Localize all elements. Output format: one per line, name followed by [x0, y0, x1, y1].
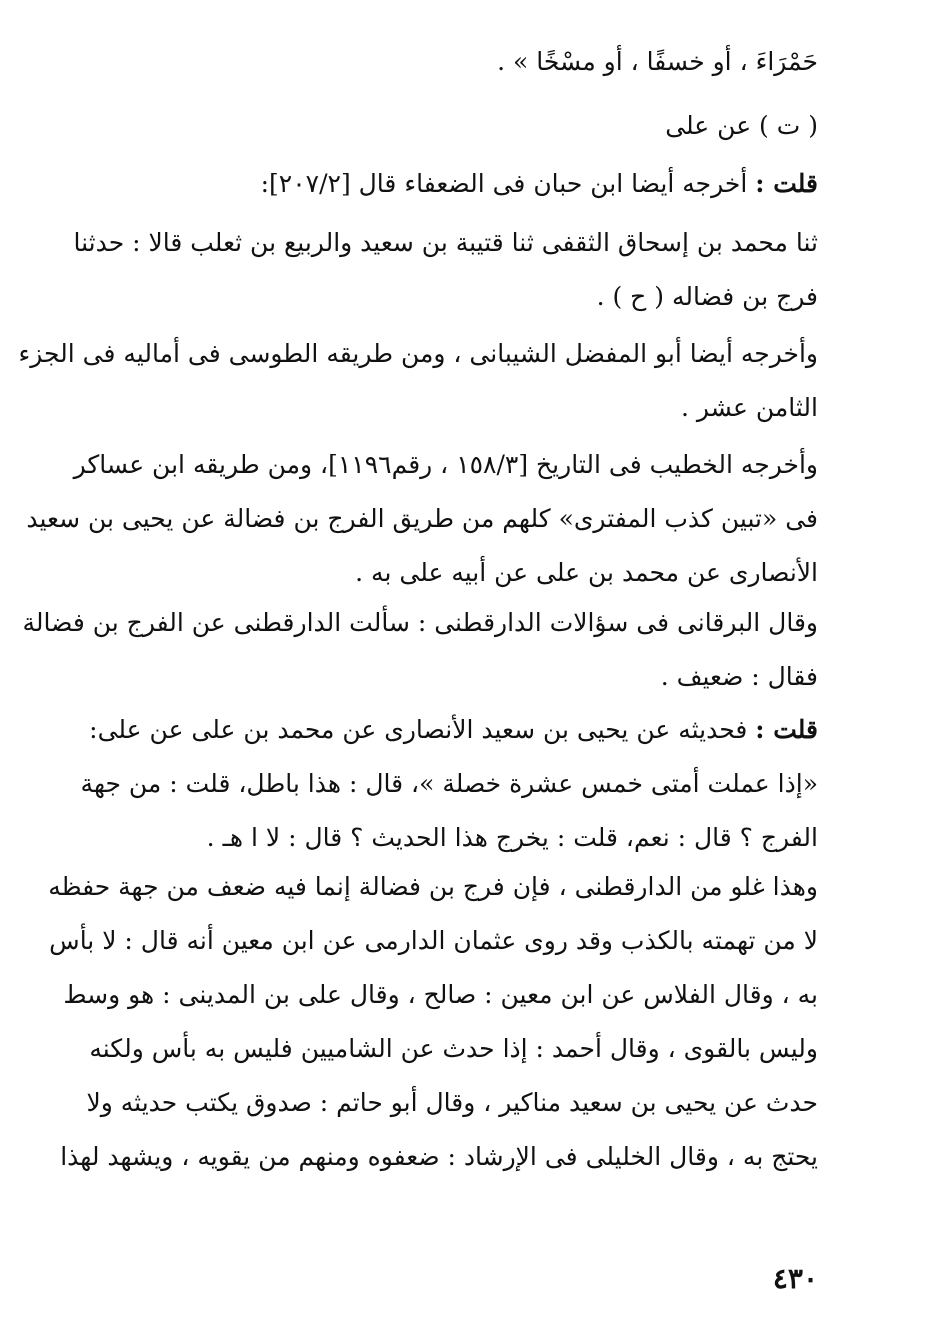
paragraph-narrator-assessment: [48, 860, 818, 1184]
text-line: [112, 157, 818, 211]
page-number: ٤٣٠: [772, 1262, 818, 1295]
text-line-rest: أخرجه أيضا ابن حبان فى الضعفاء قال [٢٠٧/٢]:: [260, 169, 756, 198]
text-line: «إذا عملت أمتى خمس عشرة خصلة »، قال : هذا باطل، قلت : من جهة: [80, 769, 818, 798]
paragraph-ibn-hibban: [112, 157, 818, 211]
text-line: وليس بالقوى ، وقال أحمد : إذا حدث عن الشاميين فليس به بأس ولكنه: [89, 1034, 818, 1063]
text-line: فى «تبين كذب المفترى» كلهم من طريق الفرج بن فضالة عن يحيى بن سعيد: [26, 504, 818, 533]
paragraph-shaybani: [18, 327, 818, 435]
text-line: وأخرجه أيضا أبو المفضل الشيبانى ، ومن طريقه الطوسى فى أماليه فى الجزء: [18, 339, 818, 368]
qultu-label: قلت :: [755, 169, 818, 198]
qultu-label: قلت :: [755, 715, 818, 744]
paragraph-source-ref: [112, 99, 818, 153]
paragraph-hadith-critique: [80, 703, 818, 865]
text-line: حَمْرَاءَ ، أو خسفًا ، أو مسْخًا » .: [497, 47, 818, 76]
text-line: [89, 703, 818, 757]
text-line: حدث عن يحيى بن سعيد مناكير ، وقال أبو حاتم : صدوق يكتب حديثه ولا: [86, 1088, 818, 1117]
text-line: وقال البرقانى فى سؤالات الدارقطنى : سألت الدارقطنى عن الفرج بن فضالة: [22, 608, 818, 637]
text-line: به ، وقال الفلاس عن ابن معين : صالح ، وقال على بن المدينى : هو وسط: [63, 980, 818, 1009]
text-line: لا من تهمته بالكذب وقد روى عثمان الدارمى عن ابن معين أنه قال : لا بأس: [49, 926, 818, 955]
text-line: الفرج ؟ قال : نعم، قلت : يخرج هذا الحديث ؟ قال : لا ا هـ .: [206, 823, 818, 852]
text-line: وهذا غلو من الدارقطنى ، فإن فرج بن فضالة إنما فيه ضعف من جهة حفظه: [48, 872, 818, 901]
text-line: ( ت ) عن على: [665, 111, 818, 140]
paragraph-barqani: [22, 596, 818, 704]
text-line-rest: فحديثه عن يحيى بن سعيد الأنصارى عن محمد بن على عن على:: [89, 715, 756, 744]
paragraph-khatib: [26, 438, 818, 600]
text-line: يحتج به ، وقال الخليلى فى الإرشاد : ضعفوه ومنهم من يقويه ، ويشهد لهذا: [60, 1142, 818, 1171]
text-line: فقال : ضعيف .: [660, 662, 818, 691]
text-line: وأخرجه الخطيب فى التاريخ [١٥٨/٣ ، رقم١١٩٦]، ومن طريقه ابن عساكر: [73, 450, 818, 479]
paragraph-hadith-ending: [112, 35, 818, 89]
text-line: الثامن عشر .: [681, 393, 818, 422]
text-line: الأنصارى عن محمد بن على عن أبيه على به .: [355, 558, 818, 587]
text-line: فرج بن فضاله ( ح ) .: [596, 282, 818, 311]
paragraph-isnad: [73, 216, 818, 324]
text-line: ثنا محمد بن إسحاق الثقفى ثنا قتيبة بن سعيد والربيع بن ثعلب قالا : حدثنا: [73, 228, 818, 257]
